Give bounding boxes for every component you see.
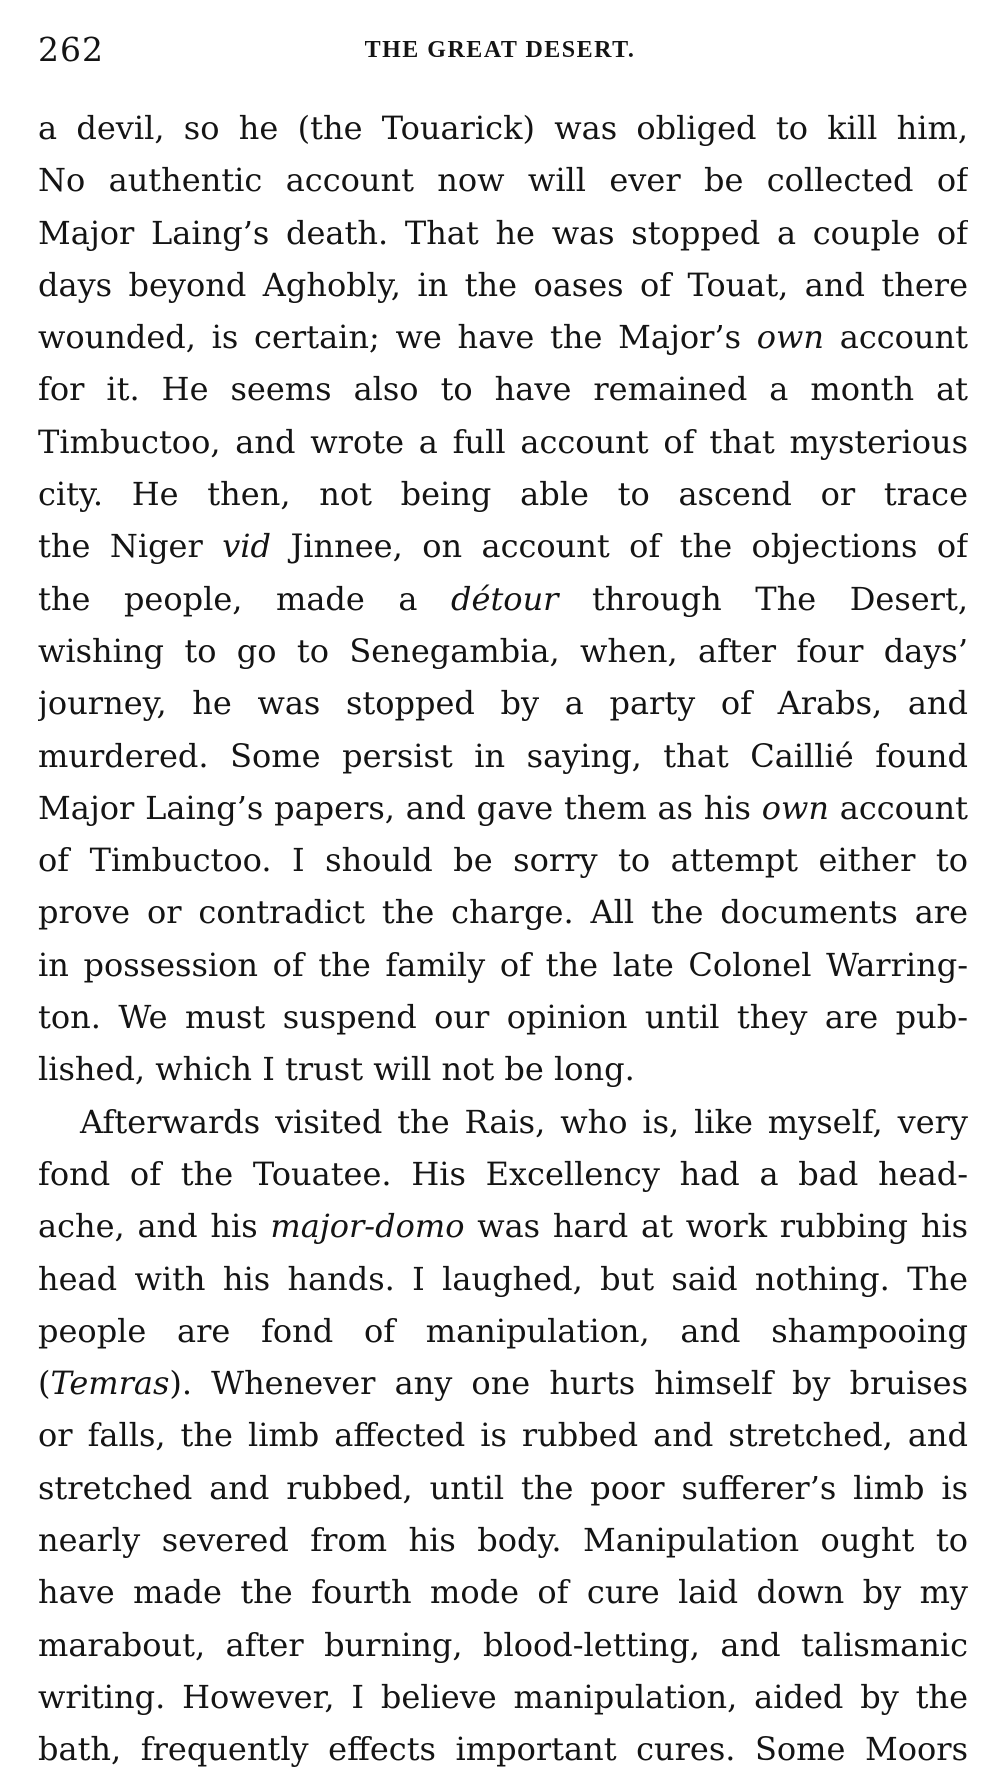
text-line: for it. He seems also to have remained a month at: [38, 370, 968, 409]
text-line: in possession of the family of the late Colonel Warring-: [38, 945, 968, 984]
running-title: THE GREAT DESERT.: [364, 37, 636, 63]
text-line: or falls, the limb affected is rubbed and stretched, and: [38, 1416, 968, 1455]
text-line: Major Laing’s death. That he was stopped a couple of: [38, 213, 968, 252]
page-number: 262: [38, 30, 104, 69]
text-line: No authentic account now will ever be collected of: [38, 161, 968, 200]
paragraph-2: [38, 1096, 968, 1776]
text-line: nearly severed from his body. Manipulation ought to: [38, 1521, 968, 1560]
text-line: journey, he was stopped by a party of Arabs, and: [38, 684, 968, 723]
text-line: prove or contradict the charge. All the documents are: [38, 893, 968, 932]
text-line: the Niger vid Jinnee, on account of the objections of: [38, 527, 968, 566]
italic-word: détour: [451, 579, 559, 618]
body-text: [38, 102, 968, 1776]
text-line: ache, and his major-domo was hard at work rubbing his: [38, 1207, 968, 1246]
text-line: have made the fourth mode of cure laid down by my: [38, 1573, 968, 1612]
italic-word: own: [761, 788, 829, 827]
text-line: Afterwards visited the Rais, who is, like myself, very: [80, 1102, 968, 1141]
italic-word: Temras: [50, 1364, 170, 1403]
text-line: Major Laing’s papers, and gave them as his own account: [38, 788, 968, 827]
text-line: stretched and rubbed, until the poor sufferer’s limb is: [38, 1468, 968, 1507]
italic-word: major-domo: [270, 1207, 465, 1246]
text-line: of Timbuctoo. I should be sorry to attempt either to: [38, 841, 968, 880]
text-line: wounded, is certain; we have the Major’s own account: [38, 318, 968, 357]
italic-word: own: [756, 318, 825, 357]
text-line: murdered. Some persist in saying, that Caillié found: [38, 736, 968, 775]
text-line: wishing to go to Senegambia, when, after four days’: [38, 631, 968, 670]
text-line: head with his hands. I laughed, but said nothing. The: [38, 1259, 968, 1298]
text-line: writing. However, I believe manipulation, aided by the: [38, 1677, 968, 1716]
text-line: fond of the Touatee. His Excellency had a bad head-: [38, 1154, 968, 1193]
text-line: city. He then, not being able to ascend or trace: [38, 475, 968, 514]
running-head: [38, 26, 962, 74]
text-line: a devil, so he (the Touarick) was obliged to kill him,: [38, 109, 968, 147]
text-line: bath, frequently effects important cures. Some Moors: [38, 1730, 968, 1769]
paragraph-1: [38, 102, 968, 1096]
italic-word: vid: [222, 527, 272, 566]
text-line: marabout, after burning, blood-letting, and talismanic: [38, 1625, 968, 1664]
text-line: people are fond of manipulation, and shampooing: [38, 1311, 968, 1350]
text-line: Timbuctoo, and wrote a full account of that mysterious: [38, 422, 968, 461]
text-line: days beyond Aghobly, in the oases of Touat, and there: [38, 265, 968, 304]
text-line: the people, made a détour through The Desert,: [38, 579, 968, 618]
text-line: (Temras). Whenever any one hurts himself by bruises: [38, 1364, 968, 1403]
text-line: ton. We must suspend our opinion until they are pub-: [38, 998, 968, 1037]
text-line: lished, which I trust will not be long.: [38, 1050, 635, 1089]
